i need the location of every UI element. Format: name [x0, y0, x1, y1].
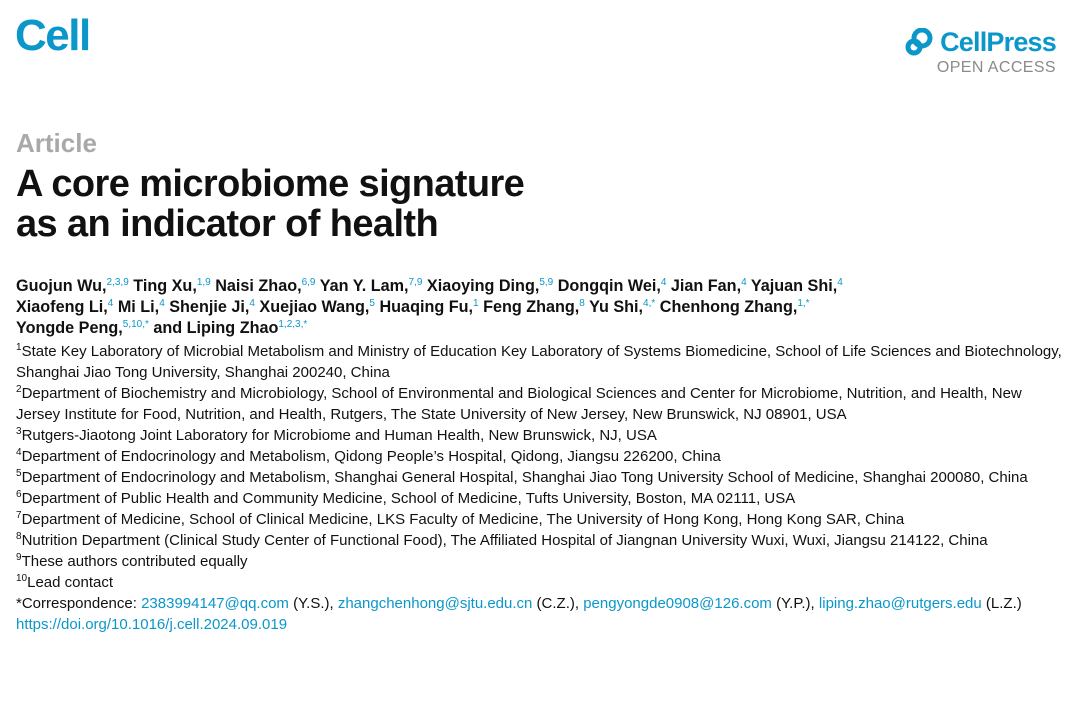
author: Chenhong Zhang,$^{1,*}$	[659, 298, 810, 316]
author: Xuejiao Wang,$^5$	[259, 298, 375, 316]
author: Xiaoying Ding,$^{5,9}$	[426, 277, 554, 295]
article-title	[16, 164, 716, 244]
affiliation: $^3$Rutgers-Jiaotong Joint Laboratory for Microbiome and Human Health, New Brunswick, NJ, USA	[16, 426, 657, 444]
title-line-2: as an indicator of health	[16, 203, 439, 245]
affiliation: $^4$Department of Endocrinology and Metabolism, Qidong People’s Hospital, Qidong, Jiangsu 226200, China	[16, 447, 721, 465]
cellpress-logo-icon	[904, 28, 934, 56]
author: Xiaofeng Li,$^4$	[16, 298, 114, 316]
author: Feng Zhang,$^8$	[483, 298, 585, 316]
author: Yan Y. Lam,$^{7,9}$	[319, 277, 423, 295]
email-link[interactable]: 2383994147@qq.com	[141, 595, 289, 612]
affiliation: $^9$These authors contributed equally	[16, 552, 248, 570]
affiliation: $^8$Nutrition Department (Clinical Study Center of Functional Food), The Affiliated Hospital of Jiangnan University Wuxi, Wuxi, Jiangsu 214122, China	[16, 531, 988, 549]
affiliation: $^7$Department of Medicine, School of Clinical Medicine, LKS Faculty of Medicine, The University of Hong Kong, Hong Kong SAR, China	[16, 510, 905, 528]
affiliation: $^6$Department of Public Health and Community Medicine, School of Medicine, Tufts University, Boston, MA 02111, USA	[16, 489, 796, 507]
author: Yajuan Shi,$^4$	[750, 277, 843, 295]
affiliation-list	[16, 341, 1066, 635]
affiliation: $^{10}$Lead contact	[16, 573, 114, 591]
author: Yongde Peng,$^{5,10,*}$	[16, 319, 149, 337]
article-type: Article	[16, 128, 97, 158]
author: Yu Shi,$^{4,*}$	[589, 298, 656, 316]
open-access-label: OPEN ACCESS	[936, 59, 1056, 76]
affiliation: $^2$Department of Biochemistry and Microbiology, School of Environmental and Biological Sciences and Center for Microbiome, Nutrition, and Health, New Jersey Institute for Food, Nutrition, and Health, Rutgers, The State University of New Jersey, New Brunswick, NJ 08901, USA	[16, 384, 1022, 423]
email-link[interactable]: pengyongde0908@126.com	[583, 595, 772, 612]
author: and Liping Zhao$^{1,2,3,*}$	[153, 319, 308, 337]
author: Jian Fan,$^4$	[670, 277, 747, 295]
doi-link[interactable]: https://doi.org/10.1016/j.cell.2024.09.019	[16, 616, 288, 633]
author: Shenjie Ji,$^4$	[169, 298, 255, 316]
journal-logo: Cell	[15, 11, 90, 60]
author: Ting Xu,$^{1,9}$	[133, 277, 211, 295]
author: Naisi Zhao,$^{6,9}$	[215, 277, 316, 295]
author: Guojun Wu,$^{2,3,9}$	[16, 277, 129, 295]
author: Dongqin Wei,$^4$	[557, 277, 667, 295]
email-link[interactable]: liping.zhao@rutgers.edu	[818, 595, 982, 612]
correspondence-label: *Correspondence:	[16, 595, 142, 612]
affiliation: $^5$Department of Endocrinology and Metabolism, Shanghai General Hospital, Shanghai Jiao Tong University School of Medicine, Shanghai 200080, China	[16, 468, 1028, 486]
publisher-name: CellPress	[940, 26, 1056, 57]
author: Mi Li,$^4$	[117, 298, 165, 316]
publisher-logo	[904, 28, 1056, 76]
affiliation: $^1$State Key Laboratory of Microbial Metabolism and Ministry of Education Key Laboratory of Systems Biomedicine, School of Life Sciences and Biotechnology, Shanghai Jiao Tong University, Shanghai 200240, China	[16, 342, 1062, 381]
author: Huaqing Fu,$^1$	[379, 298, 479, 316]
email-link[interactable]: zhangchenhong@sjtu.edu.cn	[337, 595, 533, 612]
doi-line	[16, 614, 1066, 635]
title-line-1: A core microbiome signature	[16, 163, 525, 205]
correspondence: *Correspondence: 2383994147@qq.com (Y.S.), zhangchenhong@sjtu.edu.cn (C.Z.), pengyongde0908@126.com (Y.P.), liping.zhao@rutgers.edu (L.Z.)	[16, 595, 1022, 612]
author-list	[16, 276, 1066, 339]
